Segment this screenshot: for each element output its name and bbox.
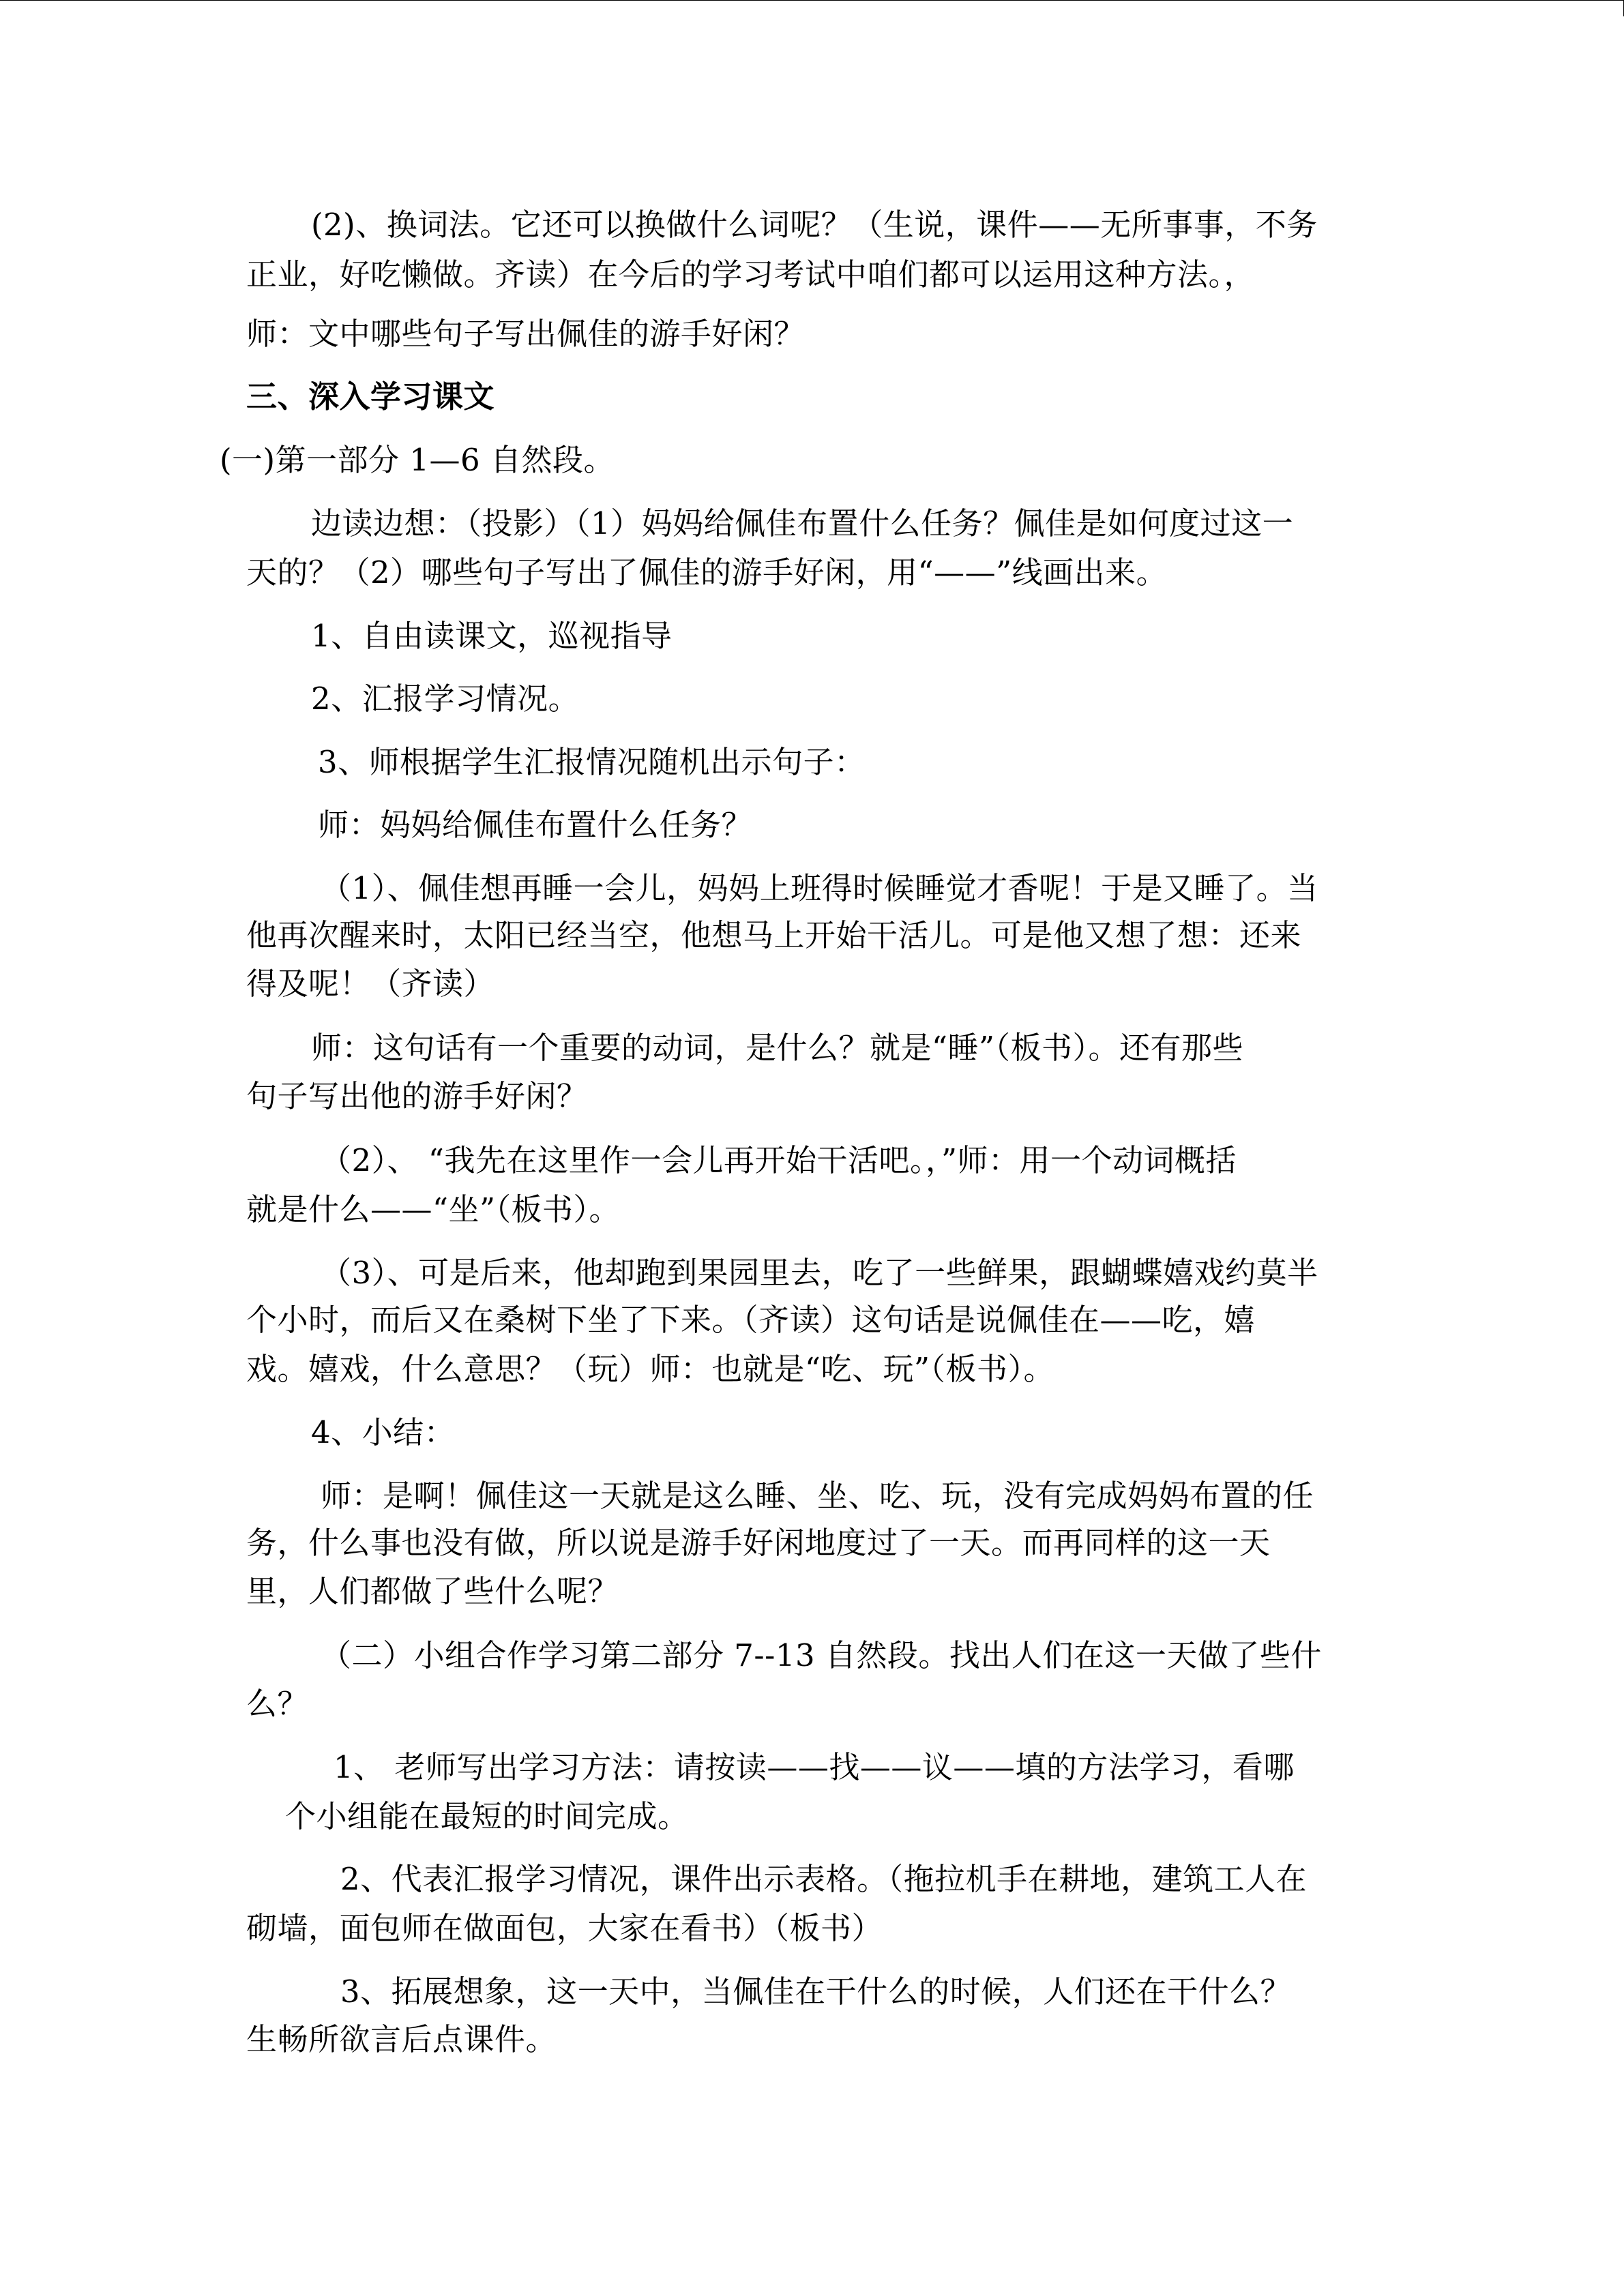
text-line: 师：这句话有一个重要的动词，是什么？就是“睡”（板书）。还有那些 — [311, 1030, 1244, 1066]
text-line: 句子写出他的游手好闲？ — [246, 1078, 588, 1114]
text-line: 他再次醒来时，太阳已经当空，他想马上开始干活儿。可是他又想了想：还来 — [246, 917, 1302, 953]
text-line: 2、汇报学习情况。 — [311, 681, 580, 717]
text-line: 边读边想：（投影）（1）妈妈给佩佳布置什么任务？佩佳是如何度过这一 — [311, 505, 1294, 541]
subsection-heading: (一)第一部分 1—6 自然段。 — [220, 442, 615, 478]
section-heading: 三、深入学习课文 — [246, 378, 495, 415]
text-line: 正业，好吃懒做。齐读）在今后的学习考试中咱们都可以运用这种方法。， — [246, 256, 1256, 293]
text-line: (2)、换词法。它还可以换做什么词呢？（生说，课件——无所事事，不务 — [311, 207, 1318, 243]
text-line: 3、拓展想象，这一天中，当佩佳在干什么的时候，人们还在干什么？ — [340, 1973, 1292, 2010]
text-line: 天的？（2）哪些句子写出了佩佳的游手好闲，用“——”线画出来。 — [246, 554, 1168, 591]
text-line: 就是什么——“坐”（板书）。 — [246, 1191, 621, 1227]
text-line: 1、 老师写出学习方法：请按读——找——议——填的方法学习，看哪 — [334, 1749, 1295, 1785]
text-line: 个小时，而后又在桑树下坐了下来。（齐读）这句话是说佩佳在——吃，嬉 — [246, 1302, 1256, 1338]
text-line: 戏。嬉戏，什么意思？（玩）师：也就是“吃、玩”（板书）。 — [246, 1351, 1055, 1387]
text-line: 个小组能在最短的时间完成。 — [285, 1798, 689, 1834]
text-line: 2、代表汇报学习情况，课件出示表格。（拖拉机手在耕地，建筑工人在 — [340, 1861, 1308, 1897]
text-line: 3、师根据学生汇报情况随机出示句子： — [318, 744, 866, 780]
text-line: 砌墙，面包师在做面包，大家在看书）（板书） — [246, 1910, 883, 1946]
text-line: （1）、佩佳想再睡一会儿，妈妈上班得时候睡觉才香呢！于是又睡了。当 — [321, 870, 1318, 906]
text-line: 务，什么事也没有做，所以说是游手好闲地度过了一天。而再同样的这一天 — [246, 1525, 1271, 1561]
text-line: （2）、 “我先在这里作一会儿再开始干活吧。，”师：用一个动词概括 — [321, 1142, 1237, 1178]
text-line: 师：是啊！佩佳这一天就是这么睡、坐、吃、玩，没有完成妈妈布置的任 — [321, 1478, 1314, 1514]
text-line: 里，人们都做了些什么呢？ — [246, 1573, 619, 1609]
text-line: 得及呢！（齐读） — [246, 966, 495, 1002]
text-line: 生畅所欲言后点课件。 — [246, 2021, 557, 2057]
text-line: （二）小组合作学习第二部分 7--13 自然段。找出人们在这一天做了些什 — [321, 1637, 1322, 1673]
text-line: 师：文中哪些句子写出佩佳的游手好闲？ — [246, 316, 806, 352]
text-line: 么？ — [246, 1686, 309, 1722]
text-line: 师：妈妈给佩佳布置什么任务？ — [318, 807, 753, 843]
text-line: 4、小结： — [311, 1414, 456, 1450]
text-line: 1、自由读课文，巡视指导 — [311, 618, 673, 654]
text-line: （3）、可是后来，他却跑到果园里去，吃了一些鲜果，跟蝴蝶嬉戏约莫半 — [321, 1255, 1318, 1291]
